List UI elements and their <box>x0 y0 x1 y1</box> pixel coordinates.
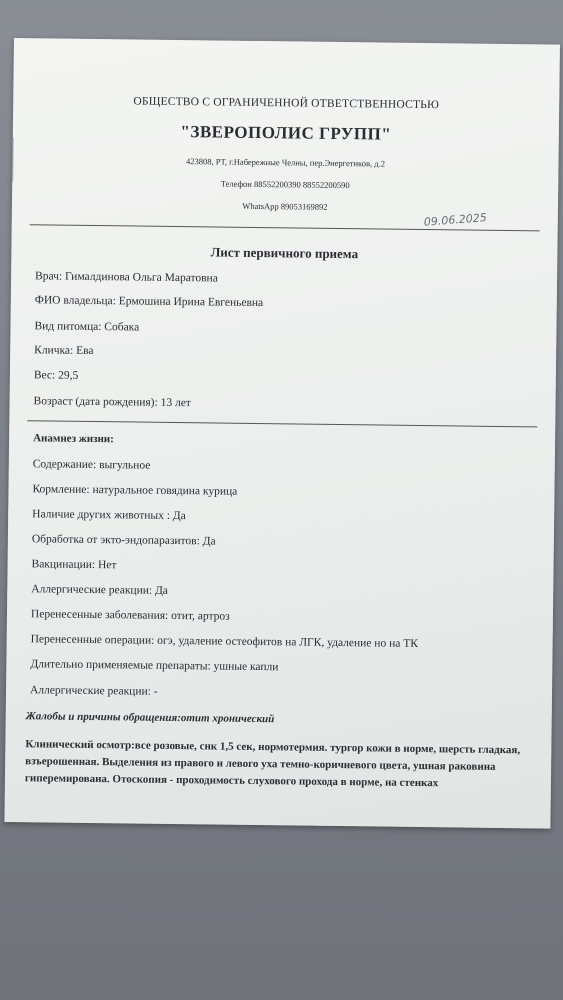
past-diseases-field: Перенесенные заболевания: отит, артроз <box>30 608 230 623</box>
org-phone: Телефон 88552200390 88552200590 <box>220 178 350 191</box>
vaccinations-field: Вакцинации: Нет <box>31 558 117 572</box>
anamnesis-heading: Анамнез жизни: <box>33 432 114 446</box>
document-page <box>4 38 560 829</box>
org-address: 423808, РТ, г.Набережные Челны, пер.Энергетиков, д.2 <box>185 156 386 169</box>
age-field: Возраст (дата рождения): 13 лет <box>33 395 191 410</box>
long-term-meds-field: Длительно применяемые препараты: ушные капли <box>30 658 279 674</box>
owner-field: ФИО владельца: Ермошина Ирина Евгеньевна <box>34 294 264 310</box>
section-divider <box>27 420 537 427</box>
species-field: Вид питомца: Собака <box>34 320 140 334</box>
complaints-field: Жалобы и причины обращения:отит хронический <box>25 710 275 726</box>
parasite-treatment-field: Обработка от экто-эндопаразитов: Да <box>31 533 216 548</box>
pet-name-field: Кличка: Ева <box>34 344 94 357</box>
feeding-field: Кормление: натуральное говядина курица <box>32 483 238 498</box>
form-title: Лист первичного приема <box>210 244 359 262</box>
other-animals-field: Наличие других животных : Да <box>32 508 186 523</box>
doctor-field: Врач: Гималдинова Ольга Маратовна <box>35 270 218 285</box>
handwritten-date: 09.06.2025 <box>423 211 488 229</box>
org-whatsapp: WhatsApp 89053169892 <box>242 200 328 212</box>
allergic-reactions-field: Аллергические реакции: Да <box>31 583 169 597</box>
allergic-reactions-field-2: Аллергические реакции: - <box>29 684 158 698</box>
org-type: ОБЩЕСТВО С ОГРАНИЧЕННОЙ ОТВЕТСТВЕННОСТЬЮ <box>133 95 440 112</box>
past-operations-field: Перенесенные операции: огэ, удаление остеофитов на ЛГК, удаление но на ТК <box>30 633 419 650</box>
clinical-exam-paragraph: Клинический осмотр:все розовые, снк 1,5 сек, нормотермия. тургор кожи в норме, шерсть гладкая, взъерошенная. Выделения из правого и левого уха темно-коричневого цвета, ушная раковина гиперемирована. Отоскопия - проходимость слухового прохода в норме, на стенках <box>24 738 521 790</box>
keeping-field: Содержание: выгульное <box>32 458 151 472</box>
weight-field: Вес: 29,5 <box>33 369 79 382</box>
org-name: "ЗВЕРОПОЛИС ГРУПП" <box>180 122 392 144</box>
